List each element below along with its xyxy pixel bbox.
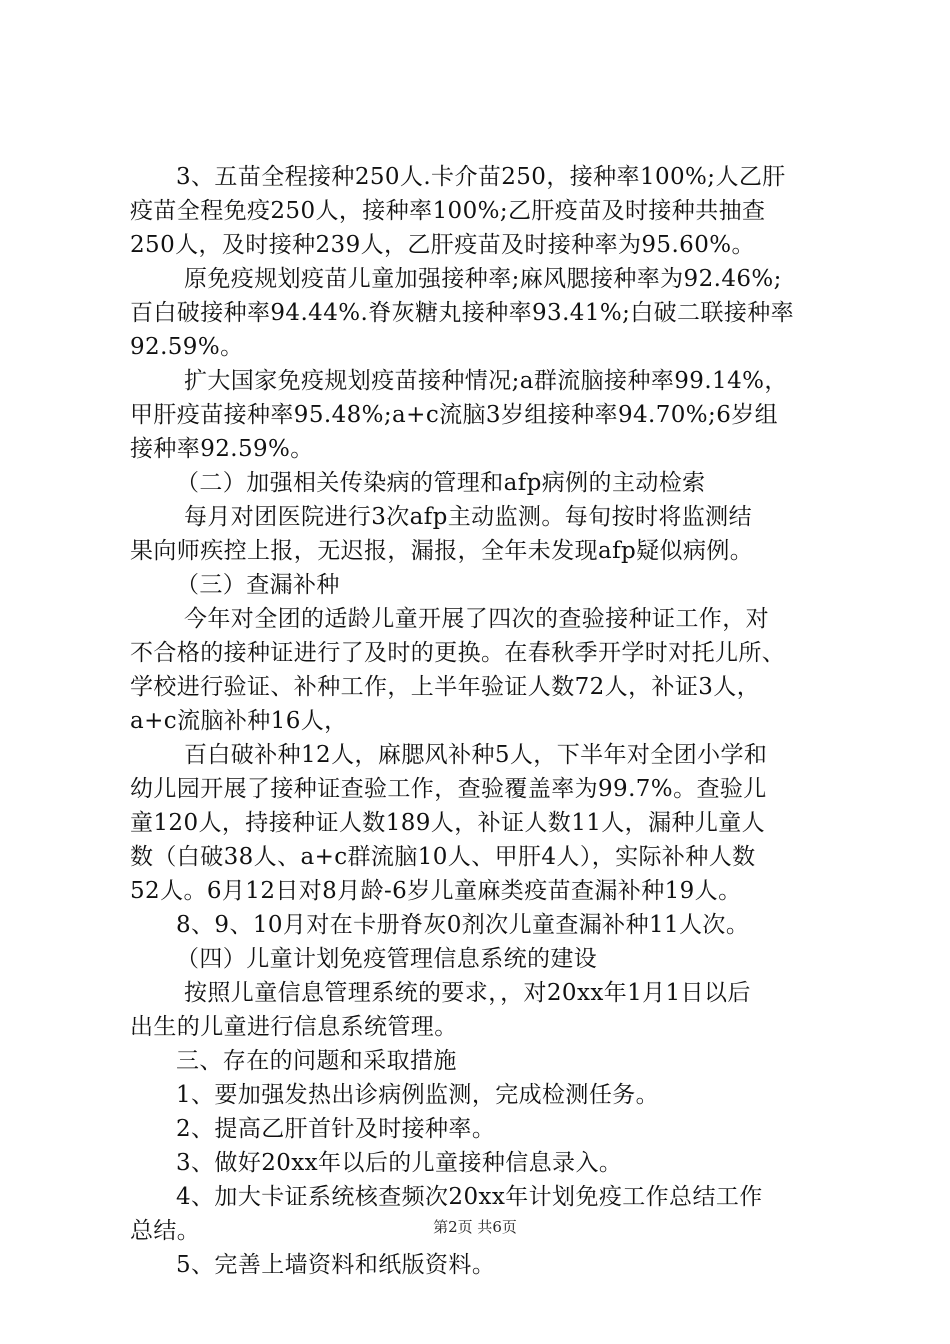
section-heading: （四）儿童计划免疫管理信息系统的建设 xyxy=(176,946,598,972)
text-line: 出生的儿童进行信息系统管理。 xyxy=(130,1014,458,1040)
section-heading: 三、存在的问题和采取措施 xyxy=(176,1048,457,1074)
text-line: 童120人，持接种证人数189人，补证人数11人，漏种儿童人 xyxy=(130,810,766,836)
text-line: 甲肝疫苗接种率95.48%;a+c流脑3岁组接种率94.70%;6岁组 xyxy=(130,402,779,428)
text-line: 幼儿园开展了接种证查验工作，查验覆盖率为99.7%。查验儿 xyxy=(130,776,767,802)
text-line: 原免疫规划疫苗儿童加强接种率;麻风腮接种率为92.46%; xyxy=(184,266,782,292)
text-line: 扩大国家免疫规划疫苗接种情况;a群流脑接种率99.14%， xyxy=(184,368,788,394)
text-line: 不合格的接种证进行了及时的更换。在春秋季开学时对托儿所、 xyxy=(130,640,786,666)
text-line: 按照儿童信息管理系统的要求，，对20xx年1月1日以后 xyxy=(184,980,751,1006)
text-line: 果向师疾控上报，无迟报，漏报，全年未发现afp疑似病例。 xyxy=(130,538,754,564)
text-line: 1、要加强发热出诊病例监测，完成检测任务。 xyxy=(176,1082,660,1108)
text-line: 92.59%。 xyxy=(130,334,244,360)
text-line: 百白破接种率94.44%.脊灰糖丸接种率93.41%;白破二联接种率 xyxy=(130,300,795,326)
text-line: 学校进行验证、补种工作，上半年验证人数72人，补证3人， xyxy=(130,674,761,700)
text-line: 3、五苗全程接种250人.卡介苗250，接种率100%;人乙肝 xyxy=(176,164,786,190)
text-line: 5、完善上墙资料和纸版资料。 xyxy=(176,1252,496,1278)
text-line: 250人，及时接种239人，乙肝疫苗及时接种率为95.60%。 xyxy=(130,232,755,258)
text-line: 52人。6月12日对8月龄-6岁儿童麻类疫苗查漏补种19人。 xyxy=(130,878,742,904)
page-number: 第2页 共6页 xyxy=(433,1218,517,1236)
text-line: 数（白破38人、a+c群流脑10人、甲肝4人），实际补种人数 xyxy=(130,844,756,870)
section-heading: （三）查漏补种 xyxy=(176,572,340,598)
text-line: 今年对全团的适龄儿童开展了四次的查验接种证工作，对 xyxy=(184,606,769,632)
text-line: 接种率92.59%。 xyxy=(130,436,314,462)
text-line: 3、做好20xx年以后的儿童接种信息录入。 xyxy=(176,1150,623,1176)
text-line: a+c流脑补种16人， xyxy=(130,708,348,734)
text-line: 百白破补种12人，麻腮风补种5人，下半年对全团小学和 xyxy=(184,742,768,768)
section-heading: （二）加强相关传染病的管理和afp病例的主动检索 xyxy=(176,470,706,496)
text-line: 每月对团医院进行3次afp主动监测。每旬按时将监测结 xyxy=(184,504,752,530)
text-line: 2、提高乙肝首针及时接种率。 xyxy=(176,1116,496,1142)
text-line: 总结。 xyxy=(130,1218,201,1244)
text-line: 疫苗全程免疫250人，接种率100%;乙肝疫苗及时接种共抽查 xyxy=(130,198,766,224)
text-line: 4、加大卡证系统核查频次20xx年计划免疫工作总结工作 xyxy=(176,1184,763,1210)
text-line: 8、9、10月对在卡册脊灰0剂次儿童查漏补种11人次。 xyxy=(176,912,750,938)
